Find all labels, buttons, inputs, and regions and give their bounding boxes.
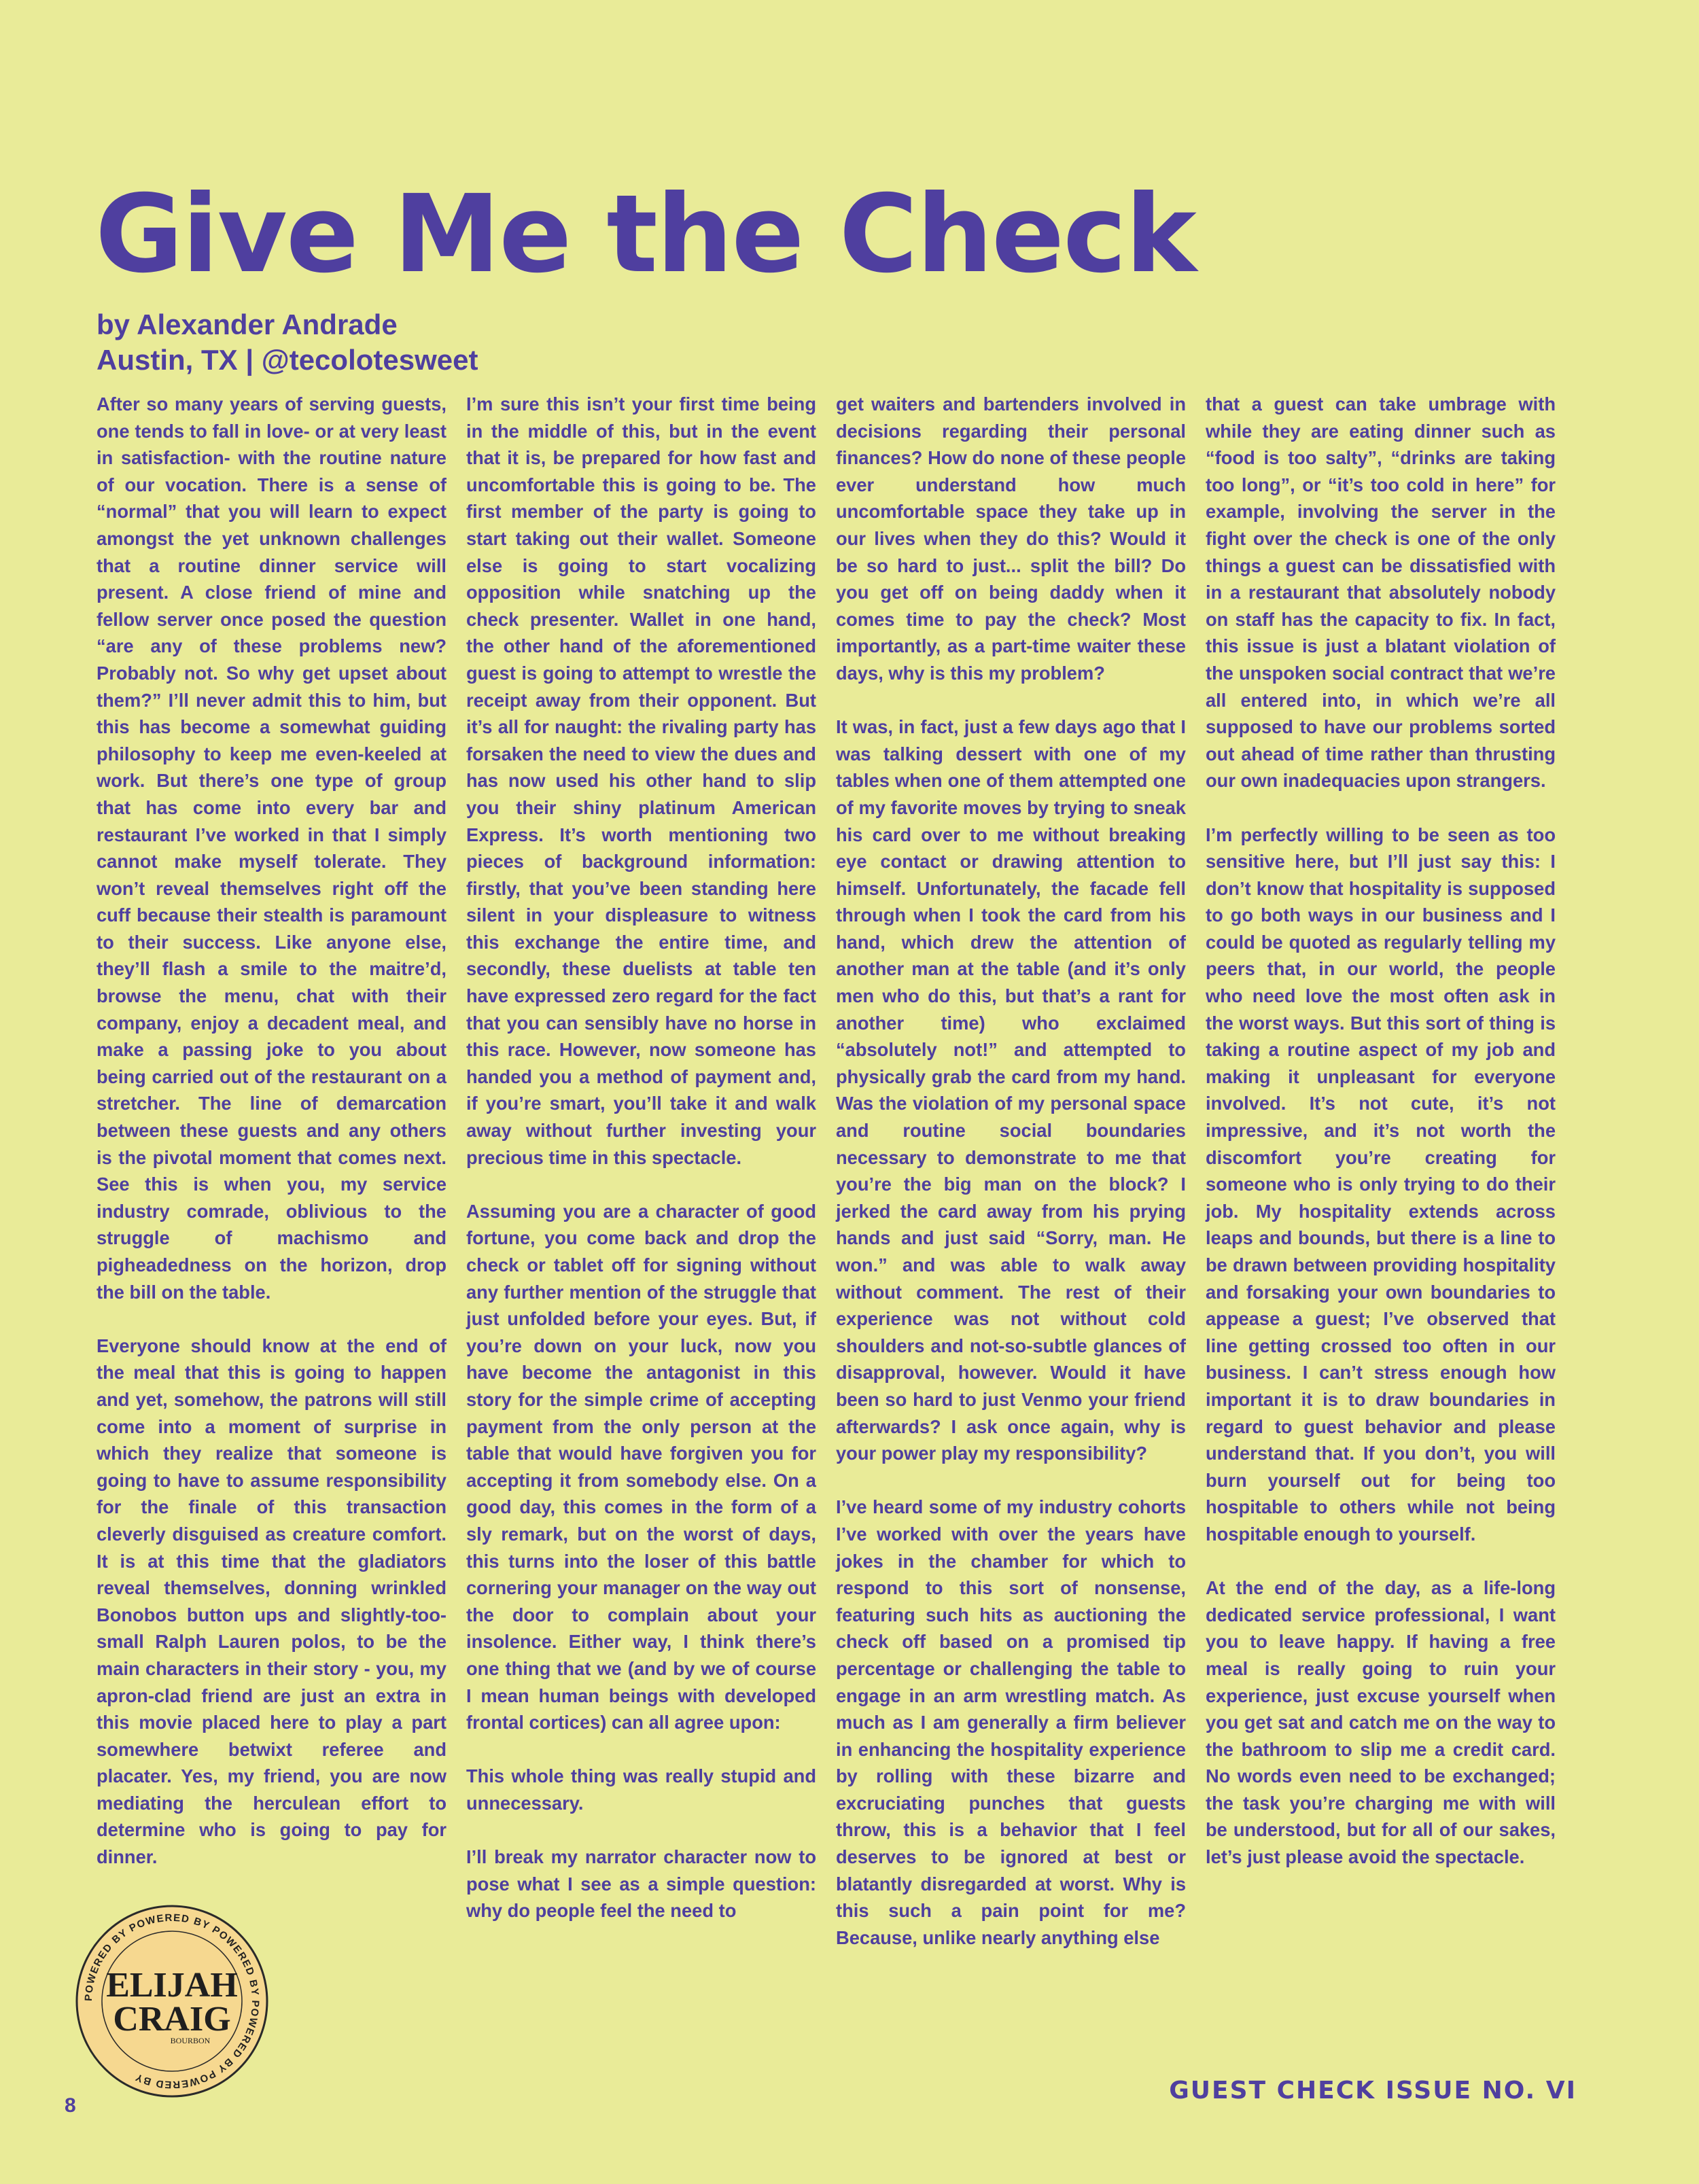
article-column-3: [836, 391, 1186, 1951]
issue-label: GUEST CHECK ISSUE NO. VI: [1169, 2077, 1577, 2104]
paragraph: After so many years of serving guests, one tends to fall in love- or at very least in satisfaction- with the routine nature of our vocation. There is a sense of “normal” that you will learn to expect amongst the yet unknown challenges that a routine dinner service will present. A close friend of mine and fellow server once posed the question “are any of these problems new? Probably not. So why get upset about them?” I’ll never admit this to him, but this has become a somewhat guiding philosophy to keep me even-keeled at work. But there’s one type of group that has come into every bar and restaurant I’ve worked in that I simply cannot make myself tolerate. They won’t reveal themselves right off the cuff because their stealth is paramount to their success. Like anyone else, they’ll flash a smile to the maitre’d, browse the menu, chat with their company, enjoy a decadent meal, and make a passing joke to you about being carried out of the restaurant on a stretcher. The line of demarcation between these guests and any others is the pivotal moment that comes next. See this is when you, my service industry comrade, oblivious to the struggle of machismo and pigheadedness on the horizon, drop the bill on the table.: [97, 393, 446, 1303]
paragraph: At the end of the day, as a life-long dedicated service professional, I want you to leave happy. If having a free meal is really going to ruin your experience, just excuse yourself when you get sat and catch me on the way to the bathroom to slip me a credit card. No words even need to be exchanged; the task you’re charging me with will be understood, but for all of our sakes, let’s just please avoid the spectacle.: [1206, 1577, 1556, 1868]
byline-author: by Alexander Andrade: [97, 309, 398, 340]
elijah-craig-logo: [73, 1903, 270, 2100]
logo-line-3: BOURBON: [170, 2036, 211, 2045]
paragraph: I’m perfectly willing to be seen as too sensitive here, but I’ll just say this: I don’t know that hospitality is supposed to go both ways in our business and I could be quoted as regularly telling my peers that, in our world, the people who need love the most often ask in the worst ways. But this sort of thing is taking a routine aspect of my job and making it unpleasant for everyone involved. It’s not cute, it’s not impressive, and it’s not worth the discomfort you’re creating for someone who is only trying to do their job. My hospitality extends across leaps and bounds, but there is a line to be drawn between providing hospitality and forsaking your own boundaries to appease a guest; I’ve observed that line getting crossed too often in our business. I can’t stress enough how important it is to draw boundaries in regard to guest behavior and please understand that. If you don’t, you will burn yourself out for being too hospitable to others while not being hospitable enough to yourself.: [1206, 824, 1556, 1545]
article-column-4: [1206, 391, 1556, 1871]
paragraph: that a guest can take umbrage with while they are eating dinner such as “food is too salty”, “drinks are taking too long”, or “it’s too cold in here” for example, involving the server in the fight over the check is one of the only things a guest can be dissatisfied with in a restaurant that absolutely nobody on staff has the capacity to fix. In fact, this issue is just a blatant violation of the unspoken social contract that we’re all entered into, in which we’re all supposed to have our problems sorted out ahead of time rather than thrusting our own inadequacies upon strangers.: [1206, 393, 1556, 792]
logo-ring-text: POWERED BY POWERED BY POWERED BY POWERED BY POWERED BY: [82, 1912, 262, 2091]
byline: [97, 307, 478, 378]
paragraph: Assuming you are a character of good fortune, you come back and drop the check or tablet off for signing without any further mention of the struggle that just unfolded before your eyes. But, if you’re down on your luck, now you have become the antagonist in this story for the simple crime of accepting payment from the only person at the table that would have forgiven you for accepting it from somebody else. On a good day, this comes in the form of a sly remark, but on the worst of days, this turns into the loser of this battle cornering your manager on the way out the door to complain about your insolence. Either way, I think there’s one thing that we (and by we of course I mean human beings with developed frontal cortices) can all agree upon:: [466, 1200, 816, 1733]
paragraph: get waiters and bartenders involved in decisions regarding their personal finances? How do none of these people ever understand how much uncomfortable space they take up in our lives when they do this? Would it be so hard to just... split the bill? Do you get off on being daddy when it comes time to pay the check? Most importantly, as a part-time waiter these days, why is this my problem?: [836, 393, 1186, 684]
article-column-2: [466, 391, 816, 1924]
article-column-1: [97, 391, 446, 1871]
logo-line-2: CRAIG: [113, 2000, 231, 2039]
paragraph: I’m sure this isn’t your first time being in the middle of this, but in the event that it is, be prepared for how fast and uncomfortable this is going to be. The first member of the party is going to start taking out their wallet. Someone else is going to start vocalizing opposition while snatching up the check presenter. Wallet in one hand, the other hand of the aforementioned guest is going to attempt to wrestle the receipt away from their opponent. But it’s all for naught: the rivaling party has forsaken the need to view the dues and has now used his other hand to slip you their shiny platinum American Express. It’s worth mentioning two pieces of background information: firstly, that you’ve been standing here silent in your displeasure to witness this exchange the entire time, and secondly, these duelists at table ten have expressed zero regard for the fact that you can sensibly have no horse in this race. However, now someone has handed you a method of payment and, if you’re smart, you’ll take it and walk away without further investing your precious time in this spectacle.: [466, 393, 816, 1168]
paragraph: It was, in fact, just a few days ago that I was talking dessert with one of my tables when one of them attempted one of my favorite moves by trying to sneak his card over to me without breaking eye contact or drawing attention to himself. Unfortunately, the facade fell through when I took the card from his hand, which drew the attention of another man at the table (and it’s only men who do this, but that’s a rant for another time) who exclaimed “absolutely not!” and attempted to physically grab the card from my hand. Was the violation of my personal space and routine social boundaries necessary to demonstrate to me that you’re the big man on the block? I jerked the card away from his prying hands and just said “Sorry, man. He won.” and was able to walk away without comment. The rest of their experience was not without cold shoulders and not-so-subtle glances of disapproval, however. Would it have been so hard to just Venmo your friend afterwards? I ask once again, why is your power play my responsibility?: [836, 716, 1186, 1464]
paragraph: Everyone should know at the end of the meal that this is going to happen and yet, somehow, the patrons will still come into a moment of surprise in which they realize that someone is going to have to assume responsibility for the finale of this transaction cleverly disguised as creature comfort. It is at this time that the gladiators reveal themselves, donning wrinkled Bonobos button ups and slightly-too-small Ralph Lauren polos, to be the main characters in their story - you, my apron-clad friend are just an extra in this movie placed here to play a part somewhere betwixt referee and placater. Yes, my friend, you are now mediating the herculean effort to determine who is going to pay for dinner.: [97, 1335, 446, 1868]
logo-badge-icon: [73, 1903, 270, 2100]
paragraph: I’ve heard some of my industry cohorts I’ve worked with over the years have jokes in the chamber for which to respond to this sort of nonsense, featuring such hits as auctioning the check off based on a promised tip percentage or challenging the table to engage in an arm wrestling match. As much as I am generally a firm believer in enhancing the hospitality experience by rolling with these bizarre and excruciating punches that guests throw, this is a behavior that I feel deserves to be ignored at best or blatantly disregarded at worst. Why is this such a pain point for me? Because, unlike nearly anything else: [836, 1496, 1186, 1948]
logo-line-1: ELIJAH: [106, 1966, 238, 2005]
paragraph: I’ll break my narrator character now to pose what I see as a simple question: why do people feel the need to: [466, 1846, 816, 1922]
article-title: Give Me the Check: [95, 172, 1195, 297]
page-number: 8: [65, 2094, 76, 2117]
byline-location: Austin, TX | @tecolotesweet: [97, 344, 478, 376]
paragraph: This whole thing was really stupid and unnecessary.: [466, 1765, 816, 1814]
